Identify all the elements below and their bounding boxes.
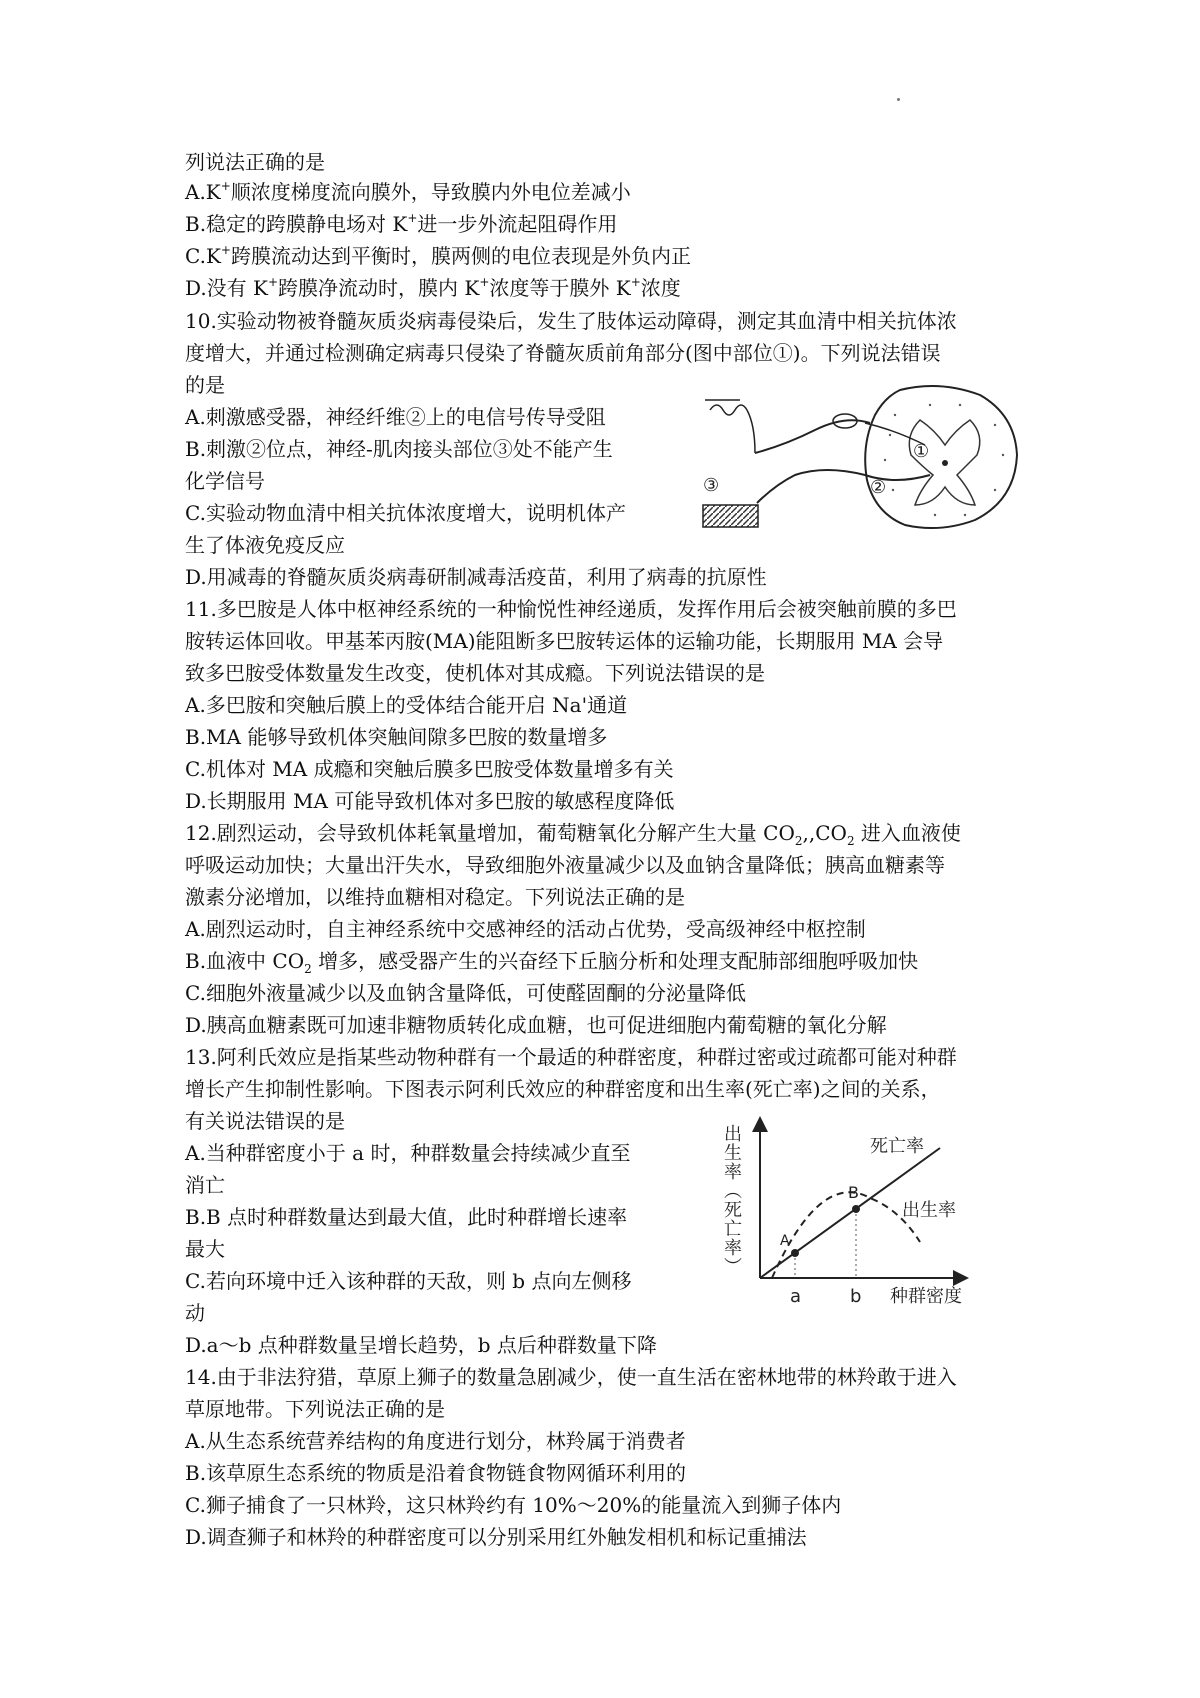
label-site-3: ③ xyxy=(703,475,720,496)
y-axis-label-char: 死 xyxy=(724,1200,742,1221)
q13-option-c-line2: 动 xyxy=(185,1301,205,1325)
allee-effect-graph xyxy=(720,1110,990,1310)
y-axis-label-char: ︶ xyxy=(724,1257,742,1278)
q9-option-c: C.K+跨膜流动达到平衡时，膜两侧的电位表现是外负内正 xyxy=(185,243,691,268)
q10-option-b-line1: B.刺激②位点，神经-肌肉接头部位③处不能产生 xyxy=(185,437,613,461)
q13-stem-line3: 有关说法错误的是 xyxy=(185,1109,345,1133)
motor-fiber xyxy=(757,470,930,503)
muscle xyxy=(703,505,758,527)
q14-option-d: D.调查狮子和林羚的种群密度可以分别采用红外触发相机和标记重捕法 xyxy=(185,1525,807,1549)
spinal-cord-diagram xyxy=(695,375,1025,540)
q11-stem-line3: 致多巴胺受体数量发生改变，使机体对其成瘾。下列说法错误的是 xyxy=(185,661,765,685)
q13-option-c-line1: C.若向环境中迁入该种群的天敌，则 b 点向左侧移 xyxy=(185,1269,632,1293)
y-axis-label-char: 亡 xyxy=(724,1219,742,1240)
tick-b: b xyxy=(850,1286,862,1307)
q12-option-b: B.血液中 $CO_2$ 增多，感受器产生的兴奋经下丘脑分析和处理支配肺部细胞呼吸加快 xyxy=(185,949,919,976)
q10-stem-line3: 的是 xyxy=(185,373,225,397)
q13-option-b-line1: B.B 点时种群数量达到最大值，此时种群增长速率 xyxy=(185,1205,628,1229)
q14-option-c: C.狮子捕食了一只林羚，这只林羚约有 10%～20%的能量流入到狮子体内 xyxy=(185,1493,842,1517)
spinal-cord-figure xyxy=(695,375,1025,540)
point-a-mark xyxy=(791,1249,799,1257)
q11-option-d: D.长期服用 MA 可能导致机体对多巴胺的敏感程度降低 xyxy=(185,789,675,813)
q12-stem-line2: 呼吸运动加快；大量出汗失水，导致细胞外液量减少以及血钠含量降低；胰高血糖素等 xyxy=(185,853,945,877)
q12-option-d: D.胰高血糖素既可加速非糖物质转化成血糖，也可促进细胞内葡萄糖的氧化分解 xyxy=(185,1013,887,1037)
q12-stem-line1: 12.剧烈运动，会导致机体耗氧量增加，葡萄糖氧化分解产生大量 $CO_2,,CO_2$ 进入血液使 xyxy=(185,821,961,848)
q9-stem-tail: 列说法正确的是 xyxy=(185,150,325,174)
q10-stem-line2: 度增大，并通过检测确定病毒只侵染了脊髓灰质前角部分(图中部位①)。下列说法错误 xyxy=(185,341,941,365)
tick-a: a xyxy=(790,1286,802,1307)
point-a-label: A xyxy=(780,1233,790,1249)
y-axis-label-char: 率 xyxy=(724,1162,742,1183)
q11-option-b: B.MA 能够导致机体突触间隙多巴胺的数量增多 xyxy=(185,725,608,749)
q10-option-d: D.用减毒的脊髓灰质炎病毒研制减毒活疫苗，利用了病毒的抗原性 xyxy=(185,565,767,589)
receptor xyxy=(710,405,747,415)
point-b-label: B xyxy=(848,1183,859,1202)
q13-option-b-line2: 最大 xyxy=(185,1237,225,1261)
y-axis-label-char: 出 xyxy=(724,1124,742,1145)
q13-option-a-line2: 消亡 xyxy=(185,1173,225,1197)
birth-rate-label: 出生率 xyxy=(902,1200,956,1221)
q13-stem-line2: 增长产生抑制性影响。下图表示阿利氏效应的种群密度和出生率(死亡率)之间的关系， xyxy=(185,1077,941,1101)
y-axis-label-char: 生 xyxy=(724,1143,742,1164)
q13-option-d: D.a～b 点种群数量呈增长趋势，b 点后种群数量下降 xyxy=(185,1333,657,1357)
x-axis-label: 种群密度 xyxy=(890,1286,962,1307)
q10-option-c-line1: C.实验动物血清中相关抗体浓度增大，说明机体产 xyxy=(185,501,626,525)
receptor-fiber xyxy=(747,410,755,453)
q10-option-a: A.刺激感受器，神经纤维②上的电信号传导受阻 xyxy=(185,405,606,429)
q13-stem-line1: 13.阿利氏效应是指某些动物种群有一个最适的种群密度，种群过密或过疏都可能对种群 xyxy=(185,1045,957,1069)
allee-graph-svg xyxy=(720,1110,990,1310)
q13-option-a-line1: A.当种群密度小于 a 时，种群数量会持续减少直至 xyxy=(185,1141,631,1165)
cord-texture xyxy=(884,404,1004,516)
q10-stem-line1: 10.实验动物被脊髓灰质炎病毒侵染后，发生了肢体运动障碍，测定其血清中相关抗体浓 xyxy=(185,309,957,333)
q10-option-b-line2: 化学信号 xyxy=(185,469,265,493)
q10-option-c-line2: 生了体液免疫反应 xyxy=(185,533,345,557)
q14-stem-line1: 14.由于非法狩猎，草原上狮子的数量急剧减少，使一直生活在密林地带的林羚敢于进入 xyxy=(185,1365,957,1389)
death-rate-label: 死亡率 xyxy=(870,1136,924,1157)
speck xyxy=(897,98,900,101)
q9-option-d: D.没有 K+跨膜净流动时，膜内 K+浓度等于膜外 K+浓度 xyxy=(185,275,681,300)
birth-rate-curve xyxy=(772,1192,920,1278)
y-axis-label-char: 率 xyxy=(724,1238,742,1259)
q14-stem-line2: 草原地带。下列说法正确的是 xyxy=(185,1397,445,1421)
q11-option-a: A.多巴胺和突触后膜上的受体结合能开启 Na'通道 xyxy=(185,693,628,717)
q12-stem-line3: 激素分泌增加，以维持血糖相对稳定。下列说法正确的是 xyxy=(185,885,685,909)
q14-option-a: A.从生态系统营养结构的角度进行划分，林羚属于消费者 xyxy=(185,1429,686,1453)
y-axis-label-text xyxy=(724,1124,742,1278)
q12-option-a: A.剧烈运动时，自主神经系统中交感神经的活动占优势，受高级神经中枢控制 xyxy=(185,917,866,941)
q9-option-b: B.稳定的跨膜静电场对 K+进一步外流起阻碍作用 xyxy=(185,211,618,236)
y-axis-label xyxy=(724,1124,742,1278)
y-axis-label-char: ︵ xyxy=(724,1181,742,1202)
q11-option-c: C.机体对 MA 成瘾和突触后膜多巴胺受体数量增多有关 xyxy=(185,757,674,781)
q14-option-b: B.该草原生态系统的物质是沿着食物链食物网循环利用的 xyxy=(185,1461,687,1485)
q11-stem-line1: 11.多巴胺是人体中枢神经系统的一种愉悦性神经递质，发挥作用后会被突触前膜的多巴 xyxy=(185,597,957,621)
q11-stem-line2: 胺转运体回收。甲基苯丙胺(MA)能阻断多巴胺转运体的运输功能，长期服用 MA 会导 xyxy=(185,629,944,653)
label-site-2: ② xyxy=(870,477,887,498)
spinal-cord-outline xyxy=(865,386,1017,528)
q12-option-c: C.细胞外液量减少以及血钠含量降低，可使醛固酮的分泌量降低 xyxy=(185,981,746,1005)
label-site-1: ① xyxy=(913,441,930,462)
afferent-fiber xyxy=(755,420,870,453)
central-canal xyxy=(942,460,948,466)
point-b-mark xyxy=(852,1205,860,1213)
q9-option-a: A.K+顺浓度梯度流向膜外，导致膜内外电位差减小 xyxy=(185,179,631,204)
